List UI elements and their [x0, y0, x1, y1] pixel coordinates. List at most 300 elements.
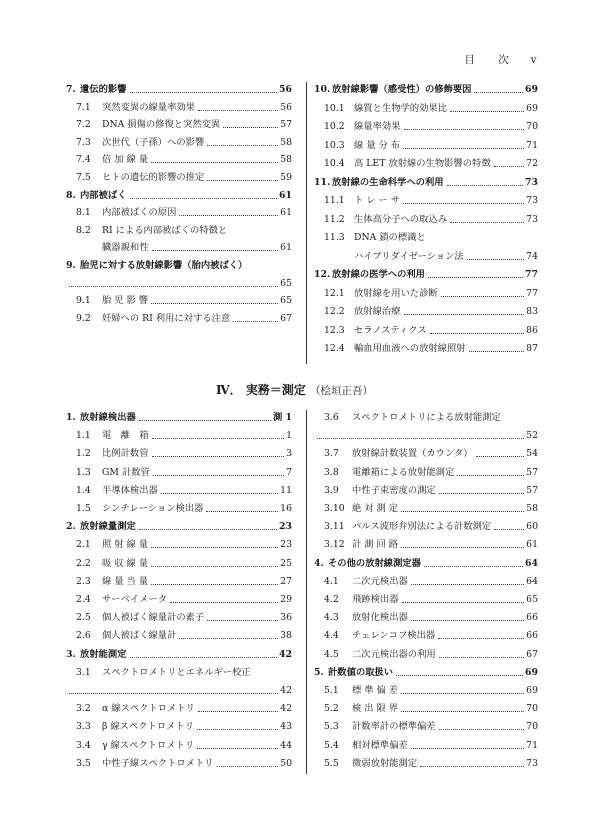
entry-page-number: 66 [526, 612, 538, 624]
toc-entry [324, 343, 538, 355]
toc-entry [76, 630, 292, 642]
entry-number: 1.4 [76, 484, 91, 496]
entry-title: 放射線検出器 [80, 412, 136, 423]
dot-leader [152, 250, 279, 251]
entry-title: 次世代（子孫）への影響 [102, 136, 205, 148]
entry-page-number: 57 [280, 119, 292, 131]
toc-entry [76, 740, 292, 752]
entry-title: 内部被ばく [80, 189, 127, 201]
toc-entry [76, 703, 292, 715]
entry-page-number: 77 [526, 287, 538, 299]
toc-entry [314, 177, 538, 189]
entry-title: 二次元検出器の利用 [352, 648, 436, 660]
entry-title: セラノスティクス [354, 324, 427, 336]
entry-page-number: 42 [280, 685, 292, 696]
section-title [0, 381, 589, 398]
entry-page-number: 44 [280, 739, 292, 751]
toc-entry [66, 685, 292, 697]
toc-entry [66, 278, 292, 290]
entry-number: 3.3 [76, 721, 91, 733]
entry-page-number: 64 [526, 575, 538, 587]
entry-page-number: 52 [526, 430, 538, 442]
entry-number: 3. [66, 648, 76, 660]
toc-entry [102, 242, 292, 254]
entry-title: 放射線治療 [354, 306, 401, 317]
entry-page-number: 56 [279, 84, 292, 95]
dot-leader [197, 748, 278, 749]
entry-number: 9.1 [76, 295, 91, 307]
toc-entry [324, 612, 538, 624]
entry-number: 2.1 [76, 539, 91, 551]
dot-leader [450, 222, 524, 223]
entry-title: パルス波形弁別法による計数測定 [352, 521, 492, 533]
entry-number: 8.2 [76, 224, 91, 236]
entry-title: 放射線を用いた診断 [354, 287, 438, 299]
toc-entry [354, 251, 538, 263]
entry-title: 放射能測定 [80, 648, 127, 660]
entry-page-number: 65 [280, 277, 292, 289]
entry-title: 線質と生物学的効果比 [354, 102, 447, 114]
entry-page-number: 61 [280, 242, 292, 254]
entry-number: 4.1 [324, 575, 339, 587]
entry-page-number: 25 [280, 557, 292, 569]
entry-page-number: 61 [526, 539, 538, 551]
entry-number: 11.1 [324, 195, 345, 206]
entry-title: 照 射 線 量 [102, 539, 149, 551]
entry-page-number: 43 [280, 721, 292, 733]
entry-page-number: 54 [526, 448, 538, 460]
toc-entry [324, 630, 538, 642]
entry-number: 8.1 [76, 207, 91, 219]
entry-title: 中性子束密度の測定 [352, 484, 436, 496]
dot-leader [441, 296, 524, 297]
entry-page-number: 23 [279, 521, 292, 533]
entry-page-number: 36 [280, 612, 292, 624]
entry-title: 電離箱による放射能測定 [352, 466, 455, 478]
entry-page-number: 16 [280, 503, 292, 514]
dot-leader [424, 566, 523, 567]
entry-page-number: 23 [280, 539, 292, 551]
entry-page-number: 42 [279, 648, 292, 660]
entry-number: 5.2 [324, 703, 339, 715]
toc-entry [324, 325, 538, 337]
dot-leader [411, 620, 524, 621]
entry-number: 7.1 [76, 101, 91, 113]
entry-title: 突然変異の線量率効果 [102, 101, 195, 113]
entry-page-number: 66 [526, 630, 538, 642]
toc-entry [76, 467, 292, 479]
section-author: （桧垣正吾） [309, 385, 373, 397]
toc-entry [324, 306, 538, 318]
toc-entry [66, 521, 292, 533]
entry-title: 電 離 箱 [102, 430, 149, 442]
entry-title: 線 量 当 量 [102, 575, 149, 587]
entry-page-number: 11 [280, 484, 292, 496]
entry-title: 遺伝的影響 [80, 84, 127, 95]
entry-title: γ 線スペクトロメトリ [102, 739, 195, 751]
entry-number: 3.6 [324, 412, 339, 423]
entry-title: 計数値の取扱い [328, 666, 394, 678]
header-label: 目 次 [464, 54, 519, 66]
entry-title: DNA 損傷の修復と突然変異 [102, 119, 221, 131]
entry-number: 2.2 [76, 557, 91, 569]
dot-leader [447, 185, 523, 186]
toc-entry [66, 260, 292, 272]
toc-entry [314, 84, 538, 96]
toc-entry [76, 721, 292, 733]
toc-entry [324, 467, 538, 479]
entry-title: 吸 収 線 量 [102, 557, 149, 569]
toc-entry [76, 154, 292, 166]
entry-title: 放射化検出器 [352, 612, 408, 624]
entry-number: 2.4 [76, 594, 91, 605]
entry-number: 10.1 [324, 102, 345, 114]
toc-entry [76, 758, 292, 770]
dot-leader [401, 511, 524, 512]
entry-title: 個人被ばく線量計の素子 [102, 612, 205, 624]
dot-leader [402, 602, 525, 603]
dot-leader [396, 675, 523, 676]
entry-title: 標 準 偏 差 [352, 685, 399, 696]
dot-leader [494, 166, 525, 167]
dot-leader [494, 529, 524, 530]
dot-leader [151, 566, 278, 567]
entry-number: 2.5 [76, 612, 91, 624]
entry-page-number: 59 [280, 172, 292, 183]
entry-page-number: 57 [526, 484, 538, 496]
entry-page-number: 56 [280, 101, 292, 113]
dot-leader [469, 351, 525, 352]
toc-entry [324, 158, 538, 170]
toc-entry [76, 119, 292, 131]
dot-leader [207, 145, 278, 146]
entry-number: 7.5 [76, 172, 91, 183]
column-divider-top [306, 82, 307, 364]
entry-number: 1. [66, 412, 76, 423]
dot-leader [411, 584, 524, 585]
entry-number: 4. [314, 557, 324, 569]
entry-number: 3.9 [324, 484, 339, 496]
entry-title: 倍 加 線 量 [102, 154, 149, 166]
entry-title: 微弱放射能測定 [352, 757, 418, 769]
entry-number: 4.3 [324, 612, 339, 624]
entry-page-number: 50 [280, 757, 292, 769]
entry-title: 高 LET 放射線の生物影響の特徴 [354, 158, 491, 169]
entry-title: チェレンコフ検出器 [352, 630, 436, 642]
entry-page-number: 1 [286, 430, 292, 442]
dot-leader [69, 286, 278, 287]
entry-page-number: 61 [279, 189, 292, 201]
entry-number: 3.11 [324, 521, 345, 533]
dot-leader [439, 657, 524, 658]
entry-title: GM 計数管 [102, 466, 150, 478]
entry-number: 4.5 [324, 648, 339, 660]
page-header [464, 52, 537, 67]
toc-entry [76, 612, 292, 624]
entry-number: 1.5 [76, 503, 91, 514]
dot-leader [404, 129, 525, 130]
toc-entry [76, 667, 292, 679]
dot-leader [152, 456, 285, 457]
dot-leader [179, 638, 278, 639]
entry-title: 二次元検出器 [352, 575, 408, 587]
dot-leader [404, 314, 525, 315]
entry-number: 11.3 [324, 232, 345, 243]
dot-leader [401, 693, 524, 694]
entry-title: ヒトの遺伝的影響の推定 [102, 172, 205, 183]
entry-page-number: 61 [280, 207, 292, 219]
entry-title: サーベイメータ [102, 594, 167, 605]
entry-number: 3.10 [324, 503, 345, 514]
entry-title: 臓器親和性 [102, 242, 149, 254]
dot-leader [438, 638, 524, 639]
entry-title: 放射線量測定 [80, 521, 136, 533]
entry-title: 中性子線スペクトロメトリ [102, 757, 214, 769]
toc-entry [324, 721, 538, 733]
entry-number: 10.4 [324, 158, 345, 169]
dot-leader [450, 111, 524, 112]
toc-entry [324, 448, 538, 460]
entry-page-number: 67 [280, 312, 292, 324]
entry-title: 計 測 回 路 [352, 539, 399, 551]
dot-leader [411, 748, 524, 749]
toc-entry [324, 576, 538, 588]
dot-leader [207, 180, 278, 181]
entry-page-number: 60 [526, 521, 538, 533]
dot-leader [439, 729, 524, 730]
entry-page-number: 73 [526, 757, 538, 769]
entry-number: 9.2 [76, 312, 91, 324]
toc-entry [324, 412, 538, 424]
entry-page-number: 73 [526, 195, 538, 206]
entry-number: 7. [66, 84, 76, 95]
toc-entry [314, 430, 538, 442]
dot-leader [476, 456, 525, 457]
dot-leader [151, 303, 278, 304]
toc-entry [76, 137, 292, 149]
entry-number: 12.1 [324, 287, 345, 299]
entry-number: 5.5 [324, 757, 339, 769]
dot-leader [223, 127, 278, 128]
dot-leader [139, 420, 271, 421]
entry-title: 生体高分子への取込み [354, 213, 447, 225]
entry-number: 3.4 [76, 739, 91, 751]
entry-title: 放射線の医学への利用 [332, 269, 425, 280]
entry-number: 2.6 [76, 630, 91, 642]
dot-leader [197, 729, 278, 730]
header-page-number: v [530, 54, 537, 66]
toc-entry [324, 195, 538, 207]
toc-entry [324, 594, 538, 606]
toc-entry [324, 703, 538, 715]
entry-number: 1.2 [76, 448, 91, 460]
dot-leader [153, 475, 284, 476]
entry-title: 内部被ばくの原因 [102, 207, 177, 219]
toc-entry [76, 448, 292, 460]
dot-leader [401, 547, 524, 548]
dot-leader [420, 766, 524, 767]
entry-number: 12.2 [324, 306, 345, 317]
dot-leader [317, 438, 524, 439]
entry-page-number: 73 [526, 213, 538, 225]
entry-number: 11. [314, 176, 331, 188]
dot-leader [217, 766, 279, 767]
entry-page-number: 29 [280, 594, 292, 605]
dot-leader [69, 693, 278, 694]
entry-title: α 線スペクトロメトリ [102, 703, 195, 715]
entry-number: 10. [314, 84, 331, 95]
dot-leader [457, 475, 524, 476]
dot-leader [403, 148, 524, 149]
entry-title: 半導体検出器 [102, 484, 158, 496]
dot-leader [130, 92, 278, 93]
dot-leader [430, 333, 524, 334]
entry-page-number: 58 [526, 503, 538, 514]
entry-page-number: 72 [526, 158, 538, 169]
toc-entry [76, 207, 292, 219]
toc-entry [66, 84, 292, 96]
dot-leader [152, 438, 285, 439]
entry-title: 胎児に対する放射線影響（胎内被ばく） [80, 260, 248, 271]
entry-page-number: 70 [526, 721, 538, 733]
entry-number: 1.3 [76, 466, 91, 478]
entry-title: ハイブリダイゼーション法 [354, 250, 464, 262]
entry-number: 5. [314, 666, 324, 678]
entry-number: 5.4 [324, 739, 339, 751]
entry-number: 8. [66, 189, 76, 201]
toc-entry [324, 685, 538, 697]
dot-leader [179, 215, 278, 216]
toc-entry [76, 172, 292, 184]
entry-page-number: 64 [525, 557, 538, 569]
entry-number: 10.2 [324, 121, 345, 132]
entry-title: 妊婦への RI 利用に対する注意 [102, 312, 231, 324]
entry-page-number: 87 [526, 343, 538, 354]
entry-number: 11.2 [324, 213, 345, 225]
dot-leader [151, 547, 278, 548]
toc-entry [324, 140, 538, 152]
entry-page-number: 70 [526, 121, 538, 132]
entry-title: 相対標準偏差 [352, 739, 408, 751]
entry-title: 比例計数管 [102, 448, 149, 460]
entry-page-number: 74 [526, 250, 538, 262]
dot-leader [151, 162, 278, 163]
entry-title: シンチレーション検出器 [102, 503, 204, 514]
entry-number: 2. [66, 521, 76, 533]
toc-entry [76, 576, 292, 588]
dot-leader [170, 602, 278, 603]
entry-title: 線 量 分 布 [354, 139, 401, 151]
dot-leader [403, 203, 524, 204]
entry-number: 5.1 [324, 685, 339, 696]
entry-title: 個人被ばく線量計 [102, 630, 177, 642]
entry-number: 1.1 [76, 430, 91, 442]
dot-leader [198, 110, 278, 111]
toc-entry [324, 649, 538, 661]
toc-entry [324, 232, 538, 244]
dot-leader [130, 198, 278, 199]
toc-entry [324, 103, 538, 115]
dot-leader [207, 620, 278, 621]
entry-page-number: 71 [526, 739, 538, 751]
toc-entry [314, 667, 538, 679]
entry-title: 放射線計数装置（カウンタ） [352, 448, 473, 460]
entry-number: 9. [66, 260, 76, 271]
entry-number: 3.5 [76, 757, 91, 769]
entry-title: ト レ ー サ [354, 195, 401, 206]
toc-entry [324, 214, 538, 226]
entry-page-number: 69 [525, 84, 538, 95]
entry-page-number: 65 [280, 295, 292, 307]
entry-page-number: 38 [280, 630, 292, 642]
entry-page-number: 71 [526, 139, 538, 151]
entry-page-number: 42 [280, 703, 292, 715]
entry-page-number: 58 [280, 136, 292, 148]
entry-page-number: 58 [280, 154, 292, 166]
dot-leader [198, 711, 278, 712]
entry-page-number: 77 [525, 269, 538, 280]
toc-entry [324, 539, 538, 551]
dot-leader [474, 92, 523, 93]
toc-entry [314, 558, 538, 570]
entry-number: 3.8 [324, 466, 339, 478]
entry-title: 検 出 限 界 [352, 703, 399, 715]
toc-entry [324, 121, 538, 133]
toc-entry [324, 740, 538, 752]
entry-number: 4.4 [324, 630, 339, 642]
section-title-text: Ⅳ． 実務＝測定 [216, 383, 306, 397]
entry-title: 放射線影響（感受性）の修飾要因 [332, 84, 472, 95]
column-divider-bottom [306, 410, 307, 774]
dot-leader [401, 711, 524, 712]
dot-leader [439, 493, 524, 494]
toc-entry [324, 485, 538, 497]
toc-entry [76, 503, 292, 515]
dot-leader [428, 277, 523, 278]
entry-title: 放射線の生命科学への利用 [332, 176, 444, 188]
dot-leader [139, 529, 277, 530]
entry-title: 胎 児 影 響 [102, 295, 149, 307]
toc-entry [324, 503, 538, 515]
entry-title: RI による内部被ばくの特徴と [102, 224, 228, 236]
entry-title: スペクトロメトリによる放射能測定 [352, 412, 501, 423]
dot-leader [161, 493, 278, 494]
entry-title: その他の放射線測定器 [328, 557, 421, 569]
entry-page-number: 69 [526, 102, 538, 114]
entry-page-number: 83 [526, 306, 538, 317]
entry-page-number: 86 [526, 324, 538, 336]
dot-leader [233, 321, 278, 322]
entry-page-number: 69 [525, 666, 538, 678]
entry-page-number: 73 [525, 176, 538, 188]
entry-number: 3.1 [76, 666, 91, 678]
entry-number: 10.3 [324, 139, 345, 151]
entry-title: DNA 鎖の標識と [354, 232, 426, 243]
entry-number: 3.12 [324, 539, 345, 551]
entry-title: 輸血用血液への放射線照射 [354, 343, 466, 354]
entry-page-number: 3 [286, 448, 292, 460]
entry-title: β 線スペクトロメトリ [102, 721, 195, 733]
entry-page-number: 57 [526, 466, 538, 478]
entry-number: 7.3 [76, 136, 91, 148]
entry-number: 7.2 [76, 119, 91, 131]
toc-entry [66, 649, 292, 661]
entry-number: 12.4 [324, 343, 345, 354]
toc-entry [76, 539, 292, 551]
toc-entry [76, 313, 292, 325]
entry-page-number: 69 [526, 685, 538, 696]
entry-number: 5.3 [324, 721, 339, 733]
